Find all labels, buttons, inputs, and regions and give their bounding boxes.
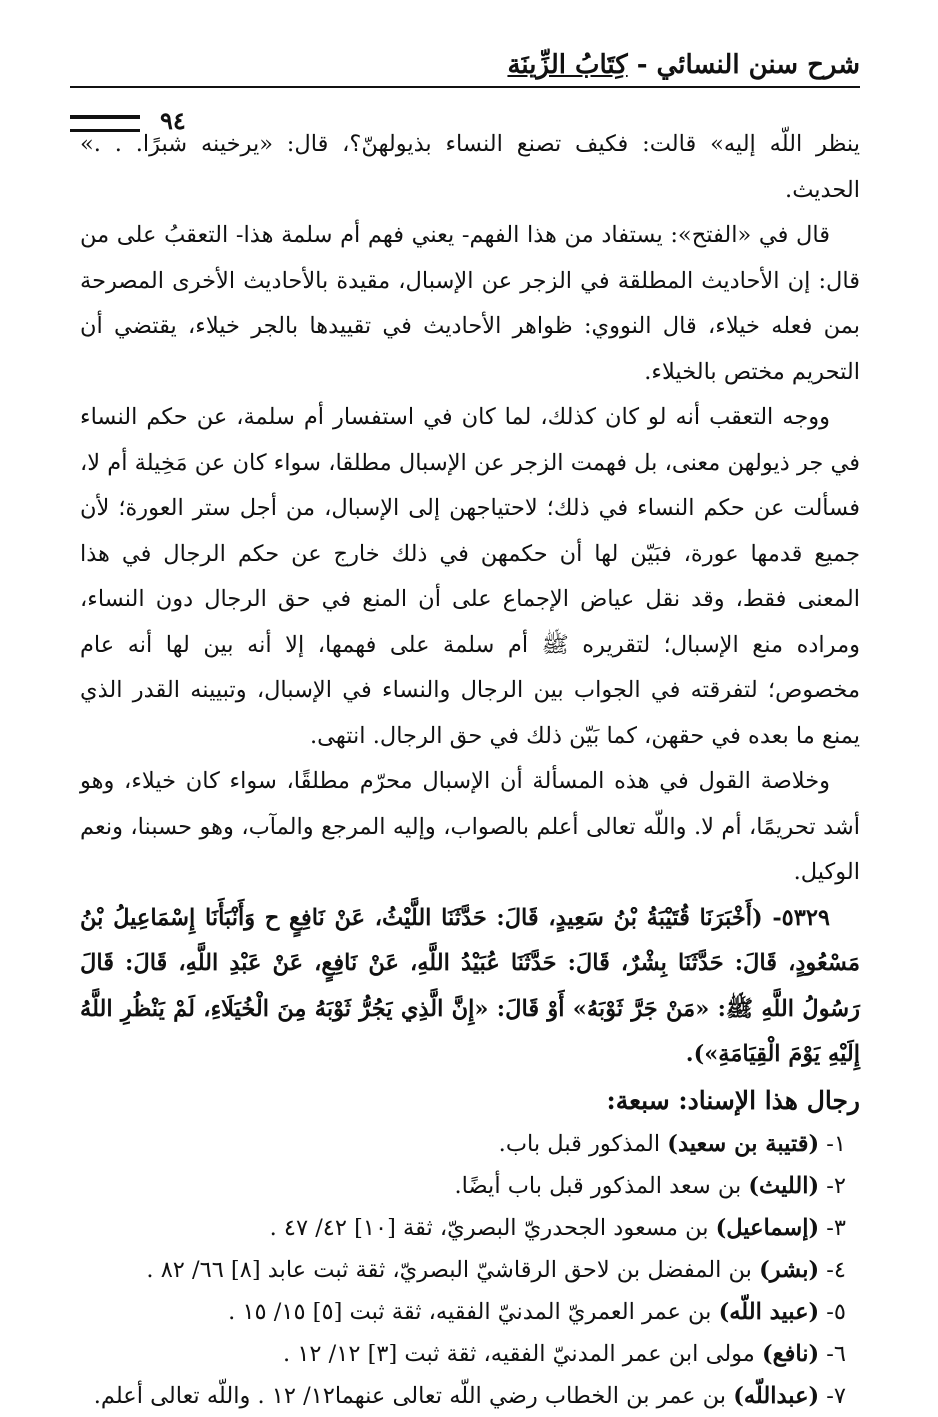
narrator-description: بن عمر بن الخطاب رضي اللّه تعالى عنهما١٢/ ١٢ . واللّه تعالى أعلم.: [93, 1383, 734, 1409]
item-number: ٧-: [826, 1383, 846, 1409]
list-item: [80, 1291, 846, 1333]
paragraph: ينظر اللّه إليه» قالت: فكيف تصنع النساء بذيولهنّ؟، قال: «يرخينه شبرًا. . .» الحديث.: [80, 131, 860, 203]
narrator-description: بن سعد المذكور قبل باب أيضًا.: [454, 1173, 749, 1199]
item-number: ٦-: [826, 1341, 846, 1367]
narrator-name: (نافع): [762, 1341, 820, 1367]
item-number: ٣-: [826, 1215, 846, 1241]
narrator-description: المذكور قبل باب.: [498, 1131, 668, 1157]
hadith-number: ٥٣٢٩: [781, 904, 830, 931]
narrator-name: (الليث): [748, 1173, 820, 1199]
narrator-name: (عبداللّه): [733, 1383, 820, 1409]
item-number: ١-: [826, 1131, 846, 1157]
narrator-name: (عبيد اللّه): [718, 1299, 820, 1325]
paragraph: ووجه التعقب أنه لو كان كذلك، لما كان في استفسار أم سلمة، عن حكم النساء في جر ذيولهن معنى، بل فهمت الزجر عن الإسبال مطلقا، سواء كان عن مَخِيلة أم لا، فسألت عن حكم النساء في ذلك؛ لاحتياجهن إلى الإسبال، من أجل ستر العورة؛ لأن جميع قدمها عورة، فبَيّن لها أن حكمهن في ذلك خارج عن حكم الرجال في هذا المعنى فقط، وقد نقل عياض الإجماع على أن المنع في حق الرجال دون النساء، ومراده منع الإسبال؛ لتقريره ﷺ أم سلمة على فهمها، إلا أنه بين لها أنه عام مخصوص؛ لتفرقته في الجواب بين الرجال والنساء في الإسبال، وتبيينه القدر الذي يمنع ما بعده في حقهن، كما بَيّن ذلك في حق الرجال. انتهى.: [80, 404, 860, 749]
list-item: [80, 1165, 846, 1207]
header-title-book: شرح سنن النسائي -: [627, 50, 860, 80]
list-item: [80, 1375, 846, 1417]
page-body: [80, 122, 860, 1417]
hadith-text: [80, 896, 860, 1078]
header-title-chapter: كِتَابُ الزِّينَة: [507, 50, 628, 80]
paragraph: قال في «الفتح»: يستفاد من هذا الفهم- يعني فهم أم سلمة هذا- التعقبُ على من قال: إن الأحاديث المطلقة في الزجر عن الإسبال، مقيدة بالأحاديث الأخرى المصرحة بمن فعله خيلاء، قال النووي: ظواهر الأحاديث في تقييدها بالجر خيلاء، يقتضي أن التحريم مختص بالخيلاء.: [80, 222, 860, 385]
item-number: ٢-: [826, 1173, 846, 1199]
narrator-name: (بشر): [759, 1257, 820, 1283]
paragraph: وخلاصة القول في هذه المسألة أن الإسبال محرّم مطلقًا، سواء كان خيلاء، وهو أشد تحريمًا، أم لا. واللّه تعالى أعلم بالصواب، وإليه المرجع والمآب، وهو حسبنا، ونعم الوكيل.: [80, 768, 860, 885]
narrator-name: (إسماعيل): [715, 1215, 820, 1241]
list-item: [80, 1249, 846, 1291]
item-number: ٥-: [826, 1299, 846, 1325]
header-title: [507, 50, 860, 80]
list-item: [80, 1207, 846, 1249]
page-number: ٩٤: [160, 106, 186, 135]
narrator-name: (قتيبة بن سعيد): [667, 1131, 820, 1157]
hadith-body: - (أَخْبَرَنَا قُتَيْبَةُ بْنُ سَعِيدٍ، قَالَ: حَدَّثَنَا اللَّيْثُ، عَنْ نَافِعٍ ح وَأَنْبَأَنَا إِسْمَاعِيلُ بْنُ مَسْعُودٍ، قَالَ: حَدَّثَنَا بِشْرٌ، قَالَ: حَدَّثَنَا عُبَيْدُ اللَّهِ، عَنْ نَافِعٍ، عَنْ عَبْدِ اللَّهِ، قَالَ: قَالَ رَسُولُ اللَّهِ ﷺ: «مَنْ جَرَّ ثَوْبَهُ» أَوْ قَالَ: «إِنَّ الَّذِي يَجُرُّ ثَوْبَهُ مِنَ الْخُيَلَاءِ، لَمْ يَنْظُرِ اللَّهُ إِلَيْهِ يَوْمَ الْقِيَامَةِ»).: [80, 904, 860, 1067]
list-item: [80, 1123, 846, 1165]
narrator-description: بن المفضل بن لاحق الرقاشيّ البصريّ، ثقة ثبت عابد [٨] ٦٦/ ٨٢ .: [146, 1257, 760, 1283]
narrator-description: بن مسعود الجحدريّ البصريّ، ثقة [١٠] ٤٢/ ٤٧ .: [269, 1215, 716, 1241]
narrator-description: بن عمر العمريّ المدنيّ الفقيه، ثقة ثبت [٥] ١٥/ ١٥ .: [228, 1299, 719, 1325]
narrator-description: مولى ابن عمر المدنيّ الفقيه، ثقة ثبت [٣] ١٢/ ١٢ .: [283, 1341, 762, 1367]
list-item: [80, 1333, 846, 1375]
running-header: [70, 30, 860, 135]
header-divider: [70, 86, 860, 88]
section-title: رجال هذا الإسناد: سبعة:: [606, 1085, 860, 1115]
item-number: ٤-: [826, 1257, 846, 1283]
